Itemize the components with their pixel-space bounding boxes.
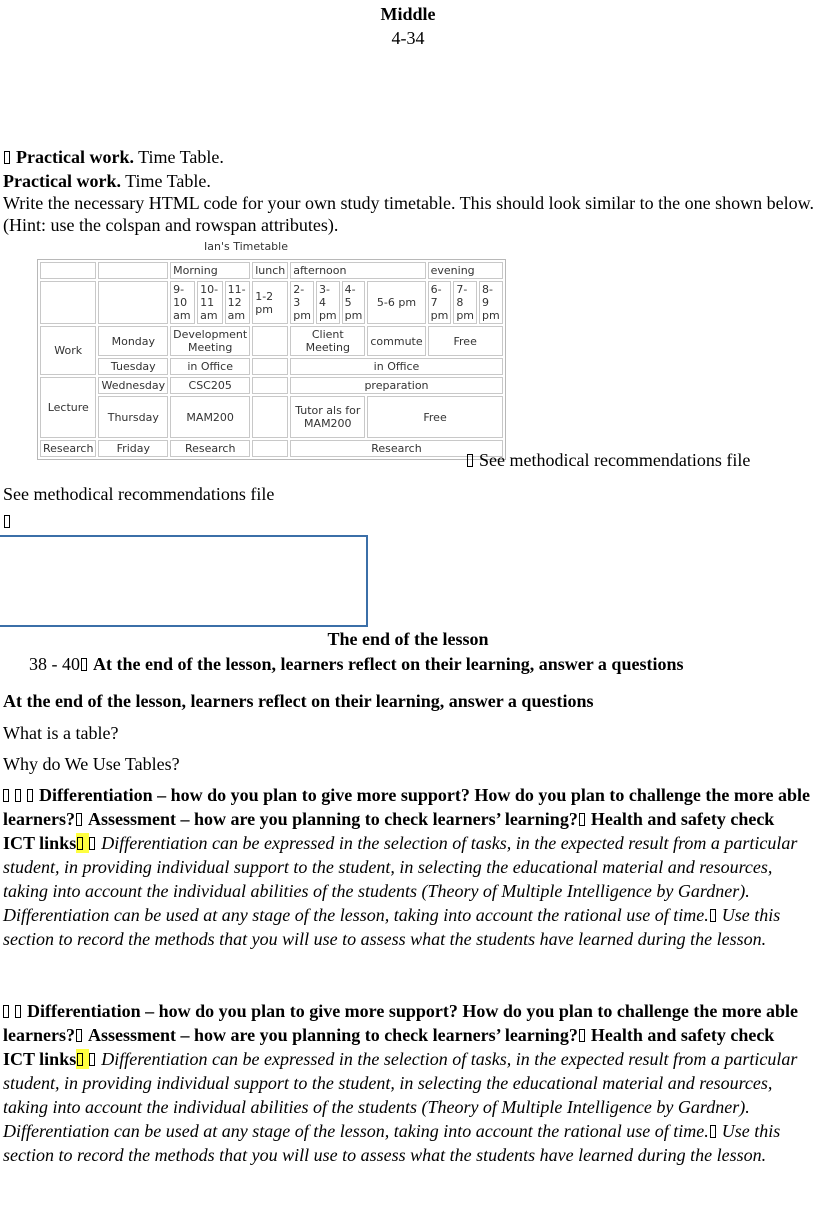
timetable — [37, 259, 506, 460]
missing-glyph-icon — [76, 1029, 82, 1042]
missing-glyph-icon — [76, 813, 82, 826]
question-2: Why do We Use Tables? — [3, 754, 180, 774]
time-slot: 5-6 pm — [367, 281, 425, 324]
timetable-day: Tuesday — [98, 358, 168, 375]
timetable-empty-cell — [40, 281, 96, 324]
missing-glyph-icon — [710, 909, 716, 922]
timetable-cell: in Office — [170, 358, 250, 375]
timetable-cell: Free — [367, 396, 502, 438]
end-reflect-line: 38 - 40 At the end of the lesson, learners reflect on their learning, answer a questions — [29, 654, 684, 674]
timetable-row-label: Work — [40, 326, 96, 375]
timetable-row-label: Research — [40, 440, 96, 457]
recommendation-right: See methodical recommendations file — [467, 449, 750, 471]
text-box-frame — [0, 535, 368, 627]
timetable-row-label: Lecture — [40, 377, 96, 438]
time-slot: 6-7 pm — [428, 281, 452, 324]
practical-heading-1: Practical work. Time Table. — [4, 146, 224, 168]
timetable-empty-cell — [252, 440, 288, 457]
missing-glyph-icon — [15, 1005, 21, 1018]
recommendation-left: See methodical recommendations file — [3, 484, 275, 504]
timetable-cell: commute — [367, 326, 425, 356]
timetable-cell: Tutor als for MAM200 — [290, 396, 365, 438]
timetable-title: Ian's Timetable — [204, 240, 288, 253]
timetable-empty-cell — [252, 377, 288, 394]
missing-glyph-icon — [89, 1053, 95, 1066]
timetable-header-evening: evening — [428, 262, 503, 279]
timetable-empty-cell — [98, 262, 168, 279]
missing-glyph-icon — [3, 1005, 9, 1018]
timetable-cell: Client Meeting — [290, 326, 365, 356]
timetable-cell: preparation — [290, 377, 502, 394]
timetable-cell: MAM200 — [170, 396, 250, 438]
missing-glyph-icon — [77, 1053, 83, 1066]
timetable-header-afternoon: afternoon — [290, 262, 425, 279]
page-range: 4-34 — [391, 28, 425, 48]
timetable-empty-cell — [40, 262, 96, 279]
timetable-cell: CSC205 — [170, 377, 250, 394]
timetable-empty-cell — [98, 281, 168, 324]
time-slot: 8-9 pm — [479, 281, 503, 324]
timetable-cell: in Office — [290, 358, 502, 375]
missing-glyph-icon — [89, 837, 95, 850]
timetable-header-lunch: lunch — [252, 262, 288, 279]
missing-glyph-icon — [4, 514, 16, 532]
time-slot: 9-10 am — [170, 281, 195, 324]
timetable-day: Thursday — [98, 396, 168, 438]
reflect-heading: At the end of the lesson, learners reflect on their learning, answer a questions — [3, 691, 594, 711]
time-slot: 7-8 pm — [453, 281, 477, 324]
time-slot: 2-3 pm — [290, 281, 314, 324]
practical-heading-2: Practical work. Time Table. — [3, 171, 211, 191]
planning-notes-1: Differentiation – how do you plan to give more support? How do you plan to challenge the more able learners? Assessment – how are you planning to check learners’ learning? Health and safety check ICT links Differentiation can be expressed in the selection of tasks, in the expected result from a particular student, in providing individual support to the student, in selecting the educational material and resources, taking into account the individual abilities of the students (Theory of Multiple Intelligence by Gardner). Differentiation can be used at any stage of the lesson, taking into account the rational use of time. Use this section to record the methods that you will use to assess what the students have learned during the lesson. — [3, 785, 811, 949]
missing-glyph-icon — [579, 1029, 585, 1042]
time-slot: 11-12 am — [225, 281, 251, 324]
missing-glyph-icon — [3, 789, 9, 802]
timetable-empty-cell — [252, 358, 288, 375]
section-title: Middle — [380, 4, 436, 24]
missing-glyph-icon — [4, 151, 10, 164]
end-title: The end of the lesson — [327, 629, 489, 649]
timetable-day: Monday — [98, 326, 168, 356]
planning-notes-2: Differentiation – how do you plan to give more support? How do you plan to challenge the more able learners? Assessment – how are you planning to check learners’ learning? Health and safety check ICT links Differentiation can be expressed in the selection of tasks, in the expected result from a particular student, in providing individual support to the student, in selecting the educational material and resources, taking into account the individual abilities of the students (Theory of Multiple Intelligence by Gardner). Differentiation can be used at any stage of the lesson, taking into account the rational use of time. Use this section to record the methods that you will use to assess what the students have learned during the lesson. — [3, 1001, 799, 1165]
timetable-header-morning: Morning — [170, 262, 250, 279]
missing-glyph-icon — [710, 1125, 716, 1138]
missing-glyph-icon — [81, 658, 87, 671]
timetable-day: Friday — [98, 440, 168, 457]
timetable-day: Wednesday — [98, 377, 168, 394]
timetable-empty-cell — [252, 326, 288, 356]
timetable-cell: Research — [290, 440, 502, 457]
timetable-cell: Free — [428, 326, 503, 356]
missing-glyph-icon — [467, 454, 473, 467]
time-slot: 1-2 pm — [252, 281, 288, 324]
question-1: What is a table? — [3, 723, 119, 743]
practical-instruction: Write the necessary HTML code for your own study timetable. This should look similar to the one shown below. (Hint: use the colspan and rowspan attributes). — [3, 193, 814, 235]
time-slot: 3-4 pm — [316, 281, 340, 324]
missing-glyph-icon — [15, 789, 21, 802]
timetable-cell: Development Meeting — [170, 326, 250, 356]
missing-glyph-icon — [27, 789, 33, 802]
timetable-empty-cell — [252, 396, 288, 438]
missing-glyph-icon — [579, 813, 585, 826]
missing-glyph-icon — [77, 837, 83, 850]
time-slot: 10-11 am — [197, 281, 223, 324]
timetable-cell: Research — [170, 440, 250, 457]
time-slot: 4-5 pm — [342, 281, 366, 324]
